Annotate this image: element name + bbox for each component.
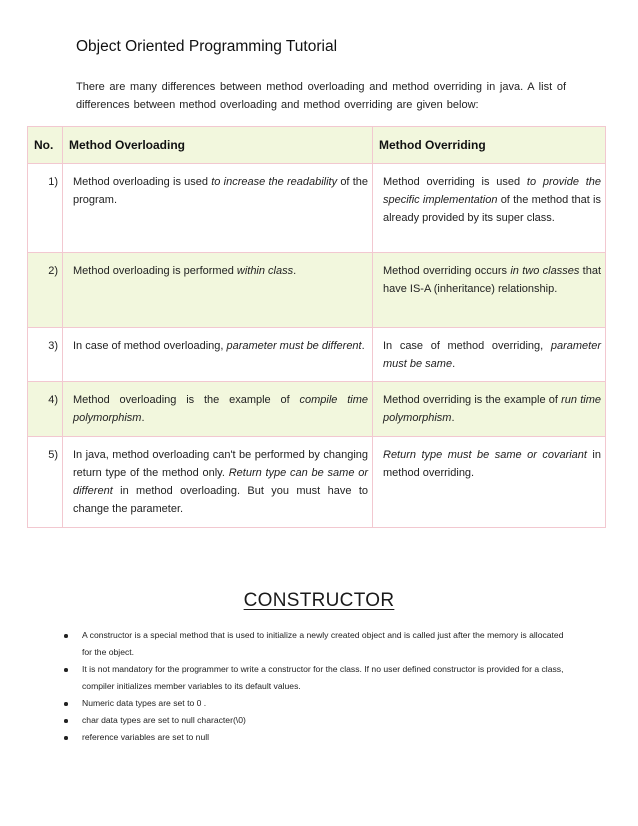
constructor-heading: CONSTRUCTOR [243,590,395,611]
overloading-text: parameter must be different [226,340,362,352]
overloading-text: within class [236,265,294,277]
bullet-icon [64,736,68,740]
overloading-text: . [141,412,145,424]
overriding-text: Method overriding occurs [383,265,511,277]
comparison-table [27,126,606,528]
table-row [28,164,606,253]
table-row [28,382,606,437]
list-item [64,695,569,712]
overriding-text: Method overriding is used [383,176,527,188]
page-title: Object Oriented Programming Tutorial [76,38,338,55]
overriding-text: in method overriding. [383,449,601,479]
overloading-cell [63,253,373,328]
table-row [28,253,606,328]
overloading-text: In java, method overloading can't be performed by changing return type of the method only. [73,449,368,479]
row-number: 1) [28,164,63,253]
row-number: 5) [28,437,63,528]
row-number: 4) [28,382,63,437]
section-heading [0,590,638,612]
header-overriding: Method Overriding [373,127,606,164]
bullet-text: Numeric data types are set to 0 . [82,698,207,708]
row-number: 3) [28,328,63,382]
list-item [64,627,569,661]
overriding-text: in two classes [510,265,580,277]
overriding-text: run time polymorphism [383,394,601,424]
overriding-text: that have IS-A (inheritance) relationship. [383,265,602,295]
overloading-cell [63,437,373,528]
constructor-bullet-list [64,627,569,746]
bullet-text: A constructor is a special method that is used to initialize a newly created object and is called just after the memory is allocated for the object. [82,630,564,657]
bullet-icon [64,668,68,672]
overriding-cell [373,382,606,437]
bullet-text: It is not mandatory for the programmer to write a constructor for the class. If no user defined constructor is provided for a class, compiler initializes member variables to its default values. [82,664,564,691]
header-overloading: Method Overloading [63,127,373,164]
overloading-text: to increase the readability [211,176,338,188]
intro-paragraph: There are many differences between method overloading and method overriding in java. A list of differences between method overloading and method overriding are given below: [76,81,566,111]
overloading-text: Method overloading is used [73,176,212,188]
overriding-cell [373,328,606,382]
overloading-text: . [361,340,365,352]
overloading-text: Return type can be same or different [73,467,368,497]
row-number: 2) [28,253,63,328]
overriding-text: to provide the specific implementation [383,176,602,206]
overriding-text: of the method that is already provided by its super class. [383,194,601,224]
overloading-text: Method overloading is performed [73,265,237,277]
table-row [28,328,606,382]
overriding-cell [373,164,606,253]
overloading-text: In case of method overloading, [73,340,227,352]
bullet-icon [64,719,68,723]
overloading-cell [63,164,373,253]
bullet-icon [64,702,68,706]
overriding-text: parameter must be same [383,340,601,370]
overloading-text: . [293,265,297,277]
overloading-cell [63,328,373,382]
table-row [28,437,606,528]
overloading-text: compile time polymorphism [73,394,368,424]
overloading-text: in method overloading. But you must have to change the parameter. [73,485,368,515]
overriding-cell [373,437,606,528]
bullet-text: char data types are set to null character(\0) [82,715,246,725]
overriding-text: Method overriding is the example of [383,394,562,406]
header-no: No. [28,127,63,164]
overloading-cell [63,382,373,437]
overriding-cell [373,253,606,328]
bullet-text: reference variables are set to null [82,732,210,742]
bullet-icon [64,634,68,638]
list-item [64,729,569,746]
list-item [64,712,569,729]
overloading-text: Method overloading is the example of [73,394,300,406]
overloading-text: of the program. [73,176,368,206]
list-item [64,661,569,695]
overriding-text: . [452,358,456,370]
overriding-text: Return type must be same or covariant [383,449,587,461]
overriding-text: In case of method overriding, [383,340,551,352]
table-header-row [28,127,606,164]
overriding-text: . [451,412,455,424]
